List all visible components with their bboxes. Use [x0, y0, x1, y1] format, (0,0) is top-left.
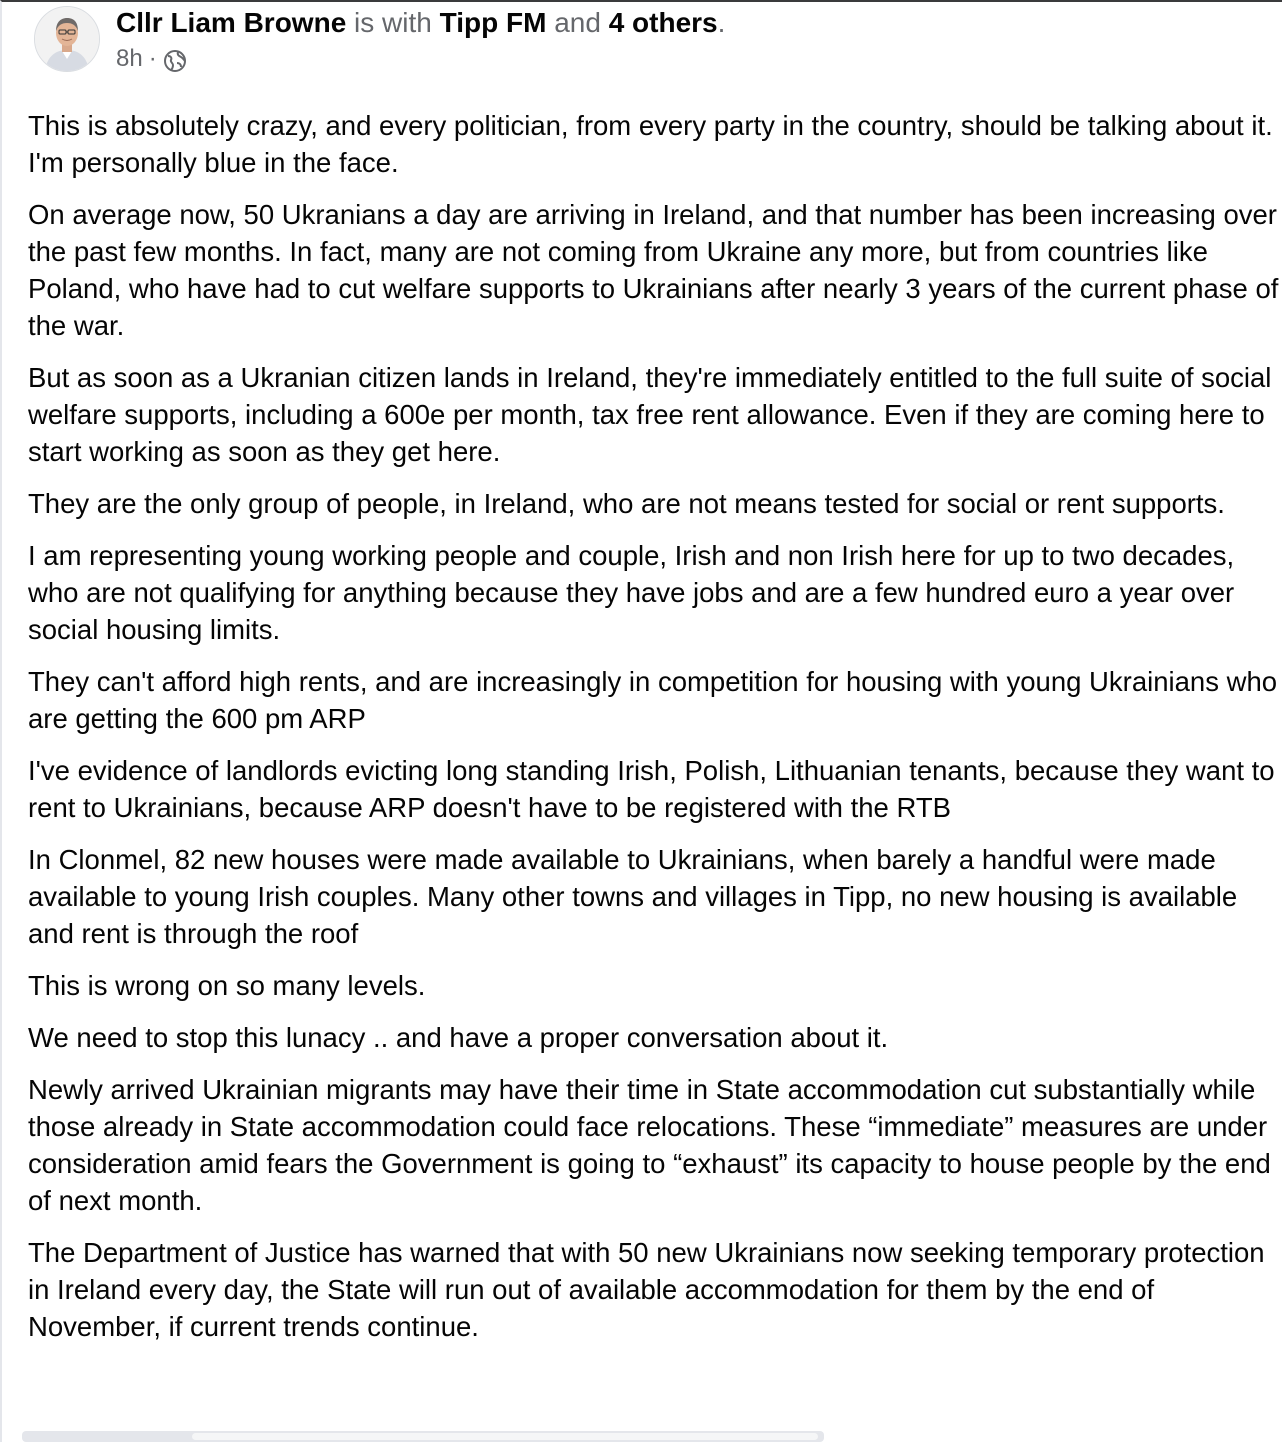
tagged-page-link[interactable]: Tipp FM: [439, 7, 547, 38]
post-paragraph: They can't afford high rents, and are increasingly in competition for housing with young Ukrainians who are getting the 600 pm ARP: [28, 666, 1278, 734]
period-text: .: [717, 7, 726, 38]
scrollbar-thumb[interactable]: [192, 1433, 818, 1440]
globe-icon[interactable]: [163, 49, 187, 73]
timestamp-link[interactable]: 8h: [116, 45, 143, 72]
others-link[interactable]: 4 others: [608, 7, 718, 38]
post-paragraph: The Department of Justice has warned that with 50 new Ukrainians now seeking temporary protection in Ireland every day, the State will run out of available accommodation for them by the end of November, if current trends continue.: [28, 1237, 1265, 1342]
post-body: [28, 107, 1280, 1360]
and-text: and: [554, 7, 601, 38]
post-paragraph: I am representing young working people and couple, Irish and non Irish here for up to two decades, who are not qualifying for anything because they have jobs and are a few hundred euro a year over social housing limits.: [28, 540, 1235, 645]
avatar-portrait-icon: [35, 7, 99, 71]
post-paragraph: We need to stop this lunacy .. and have a proper conversation about it.: [28, 1022, 889, 1053]
author-name-link[interactable]: Cllr Liam Browne: [116, 7, 347, 38]
post-paragraph: I've evidence of landlords evicting long standing Irish, Polish, Lithuanian tenants, because they want to rent to Ukrainians, because ARP doesn't have to be registered with the RTB: [28, 755, 1275, 823]
post-paragraph: On average now, 50 Ukranians a day are arriving in Ireland, and that number has been increasing over the past few months. In fact, many are not coming from Ukraine any more, but from countries like Poland, who have had to cut welfare supports to Ukrainians after nearly 3 years of the current phase of the war.: [28, 199, 1279, 341]
post-paragraph: In Clonmel, 82 new houses were made available to Ukrainians, when barely a handful were made available to young Irish couples. Many other towns and villages in Tipp, no new housing is available and rent is through the roof: [28, 844, 1238, 949]
timestamp-line: [116, 44, 725, 74]
post-paragraph: Newly arrived Ukrainian migrants may have their time in State accommodation cut substantially while those already in State accommodation could face relocations. These “immediate” measures are under consideration amid fears the Government is going to “exhaust” its capacity to house people by the end of next month.: [28, 1074, 1271, 1216]
horizontal-scrollbar[interactable]: [22, 1431, 824, 1442]
post-paragraph: This is wrong on so many levels.: [28, 970, 426, 1001]
author-line: [116, 6, 725, 40]
post-paragraph: This is absolutely crazy, and every politician, from every party in the country, should be talking about it. I'm personally blue in the face.: [28, 110, 1273, 178]
post-paragraph: But as soon as a Ukranian citizen lands in Ireland, they're immediately entitled to the full suite of social welfare supports, including a 600e per month, tax free rent allowance. Even if they are coming here to start working as soon as they get here.: [28, 362, 1272, 467]
post-header: [34, 6, 725, 76]
post-paragraph: They are the only group of people, in Ireland, who are not means tested for social or rent supports.: [28, 488, 1225, 519]
post-meta: [116, 6, 725, 74]
with-text: is with: [354, 7, 432, 38]
separator-dot: ·: [148, 45, 157, 72]
author-avatar[interactable]: [34, 6, 100, 72]
